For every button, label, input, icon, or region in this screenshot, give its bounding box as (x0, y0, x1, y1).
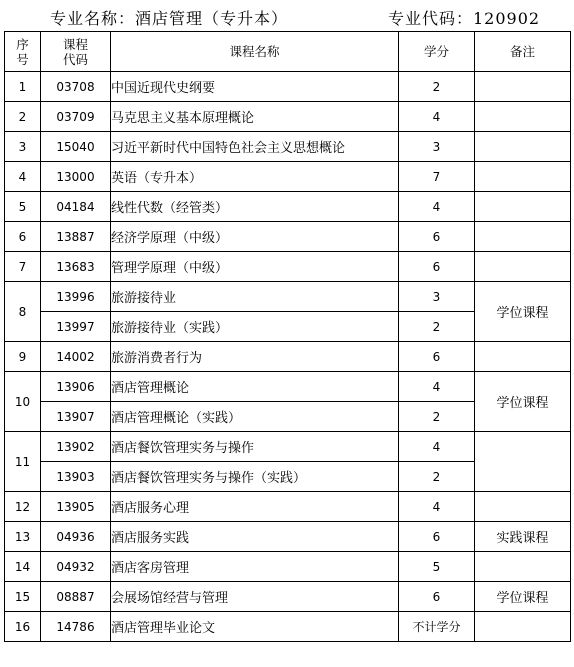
cell-note: 实践课程 (475, 522, 571, 552)
table-row (5, 612, 571, 642)
cell-credit: 7 (399, 162, 475, 192)
cell-credit: 6 (399, 342, 475, 372)
major-code: 专业代码：120902 (388, 9, 541, 28)
table-row (5, 102, 571, 132)
cell-code: 13902 (41, 432, 111, 462)
cell-credit: 3 (399, 132, 475, 162)
cell-code: 08887 (41, 582, 111, 612)
table-body (5, 72, 571, 642)
cell-note (475, 612, 571, 642)
table-row (5, 552, 571, 582)
cell-credit: 4 (399, 372, 475, 402)
major-name: 专业名称：酒店管理（专升本） (50, 9, 289, 28)
table-row (5, 252, 571, 282)
cell-credit: 2 (399, 72, 475, 102)
cell-no: 11 (5, 432, 41, 492)
cell-note (475, 162, 571, 192)
cell-course-name: 酒店餐饮管理实务与操作 (111, 432, 399, 462)
cell-code: 13887 (41, 222, 111, 252)
col-header-no: 序 号 (5, 32, 41, 72)
cell-no: 16 (5, 612, 41, 642)
cell-course-name: 经济学原理（中级） (111, 222, 399, 252)
cell-no: 3 (5, 132, 41, 162)
table-row (5, 282, 571, 312)
cell-no: 8 (5, 282, 41, 342)
cell-course-name: 中国近现代史纲要 (111, 72, 399, 102)
cell-no: 2 (5, 102, 41, 132)
cell-course-name: 线性代数（经管类） (111, 192, 399, 222)
table-row (5, 222, 571, 252)
cell-code: 13996 (41, 282, 111, 312)
cell-no: 12 (5, 492, 41, 522)
cell-code: 04936 (41, 522, 111, 552)
cell-code: 13683 (41, 252, 111, 282)
cell-course-name: 会展场馆经营与管理 (111, 582, 399, 612)
cell-credit: 4 (399, 432, 475, 462)
cell-code: 13906 (41, 372, 111, 402)
cell-course-name: 旅游接待业（实践） (111, 312, 399, 342)
cell-code: 13000 (41, 162, 111, 192)
cell-no: 14 (5, 552, 41, 582)
cell-course-name: 酒店服务心理 (111, 492, 399, 522)
cell-note: 学位课程 (475, 282, 571, 342)
cell-credit: 2 (399, 462, 475, 492)
table-row (5, 162, 571, 192)
cell-course-name: 旅游消费者行为 (111, 342, 399, 372)
cell-note: 学位课程 (475, 582, 571, 612)
cell-course-name: 酒店服务实践 (111, 522, 399, 552)
cell-code: 04184 (41, 192, 111, 222)
cell-code: 13997 (41, 312, 111, 342)
cell-note (475, 192, 571, 222)
cell-credit: 2 (399, 312, 475, 342)
cell-code: 13905 (41, 492, 111, 522)
cell-note (475, 252, 571, 282)
table-row (5, 132, 571, 162)
cell-course-name: 酒店管理概论（实践） (111, 402, 399, 432)
cell-credit: 2 (399, 402, 475, 432)
cell-credit: 4 (399, 492, 475, 522)
cell-note (475, 132, 571, 162)
cell-course-name: 旅游接待业 (111, 282, 399, 312)
table-row (5, 432, 571, 462)
cell-no: 10 (5, 372, 41, 432)
cell-note: 学位课程 (475, 372, 571, 432)
cell-code: 13903 (41, 462, 111, 492)
cell-course-name: 酒店餐饮管理实务与操作（实践） (111, 462, 399, 492)
cell-course-name: 管理学原理（中级） (111, 252, 399, 282)
cell-note (475, 552, 571, 582)
table-row (5, 522, 571, 552)
cell-credit: 4 (399, 102, 475, 132)
table-row (5, 582, 571, 612)
course-table (4, 31, 571, 642)
cell-credit: 不计学分 (399, 612, 475, 642)
table-row (5, 372, 571, 402)
cell-code: 03708 (41, 72, 111, 102)
cell-course-name: 酒店客房管理 (111, 552, 399, 582)
cell-no: 13 (5, 522, 41, 552)
table-row (5, 192, 571, 222)
cell-credit: 6 (399, 522, 475, 552)
cell-credit: 6 (399, 252, 475, 282)
table-row (5, 492, 571, 522)
cell-no: 1 (5, 72, 41, 102)
cell-credit: 3 (399, 282, 475, 312)
col-header-note: 备注 (475, 32, 571, 72)
cell-code: 13907 (41, 402, 111, 432)
cell-no: 15 (5, 582, 41, 612)
col-header-name: 课程名称 (111, 32, 399, 72)
cell-course-name: 习近平新时代中国特色社会主义思想概论 (111, 132, 399, 162)
cell-course-name: 马克思主义基本原理概论 (111, 102, 399, 132)
cell-no: 9 (5, 342, 41, 372)
cell-course-name: 英语（专升本） (111, 162, 399, 192)
table-row (5, 342, 571, 372)
cell-code: 03709 (41, 102, 111, 132)
cell-note (475, 222, 571, 252)
col-header-code: 课程 代码 (41, 32, 111, 72)
cell-course-name: 酒店管理概论 (111, 372, 399, 402)
cell-credit: 4 (399, 192, 475, 222)
cell-note (475, 102, 571, 132)
cell-no: 6 (5, 222, 41, 252)
page-header (0, 4, 574, 28)
cell-credit: 5 (399, 552, 475, 582)
cell-note (475, 342, 571, 372)
cell-course-name: 酒店管理毕业论文 (111, 612, 399, 642)
cell-no: 5 (5, 192, 41, 222)
cell-credit: 6 (399, 222, 475, 252)
table-header-row (5, 32, 571, 72)
cell-no: 7 (5, 252, 41, 282)
cell-code: 14786 (41, 612, 111, 642)
col-header-credit: 学分 (399, 32, 475, 72)
cell-code: 04932 (41, 552, 111, 582)
cell-note (475, 492, 571, 522)
cell-note (475, 72, 571, 102)
cell-code: 14002 (41, 342, 111, 372)
table-row (5, 72, 571, 102)
cell-code: 15040 (41, 132, 111, 162)
cell-no: 4 (5, 162, 41, 192)
cell-credit: 6 (399, 582, 475, 612)
cell-note (475, 432, 571, 492)
